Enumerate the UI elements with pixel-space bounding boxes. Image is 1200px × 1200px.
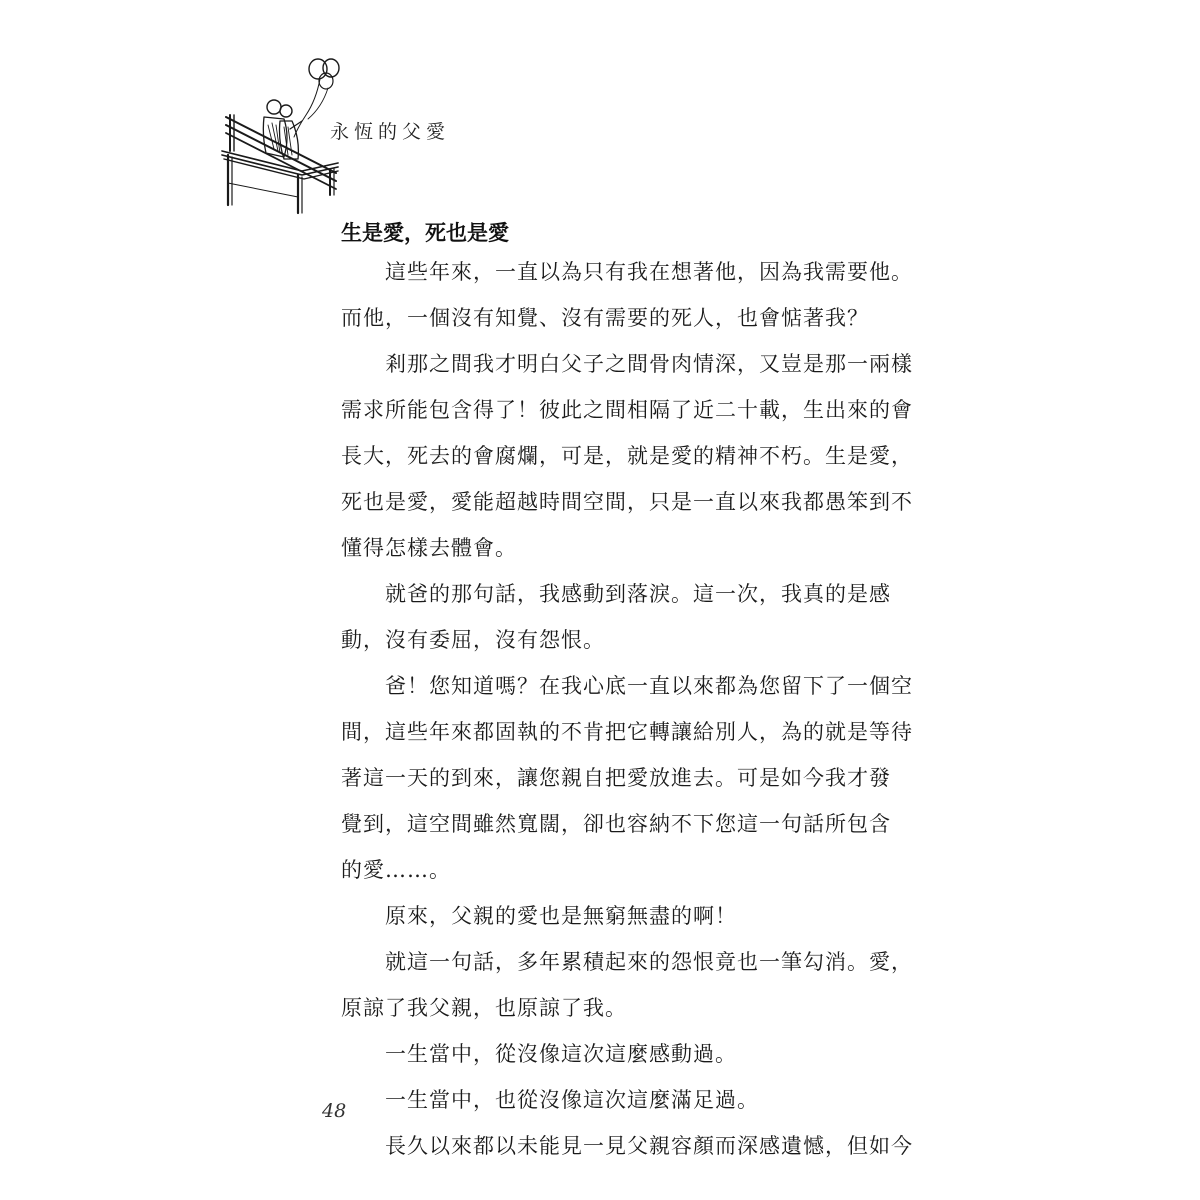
text-line: 長大，死去的會腐爛，可是，就是愛的精神不朽。生是愛， bbox=[341, 444, 913, 468]
text-line: 爸！您知道嗎？在我心底一直以來都為您留下了一個空 bbox=[385, 674, 913, 698]
text-line: 動，沒有委屈，沒有怨恨。 bbox=[341, 628, 605, 652]
text-line: 就這一句話，多年累積起來的怨恨竟也一筆勾消。愛， bbox=[385, 950, 913, 974]
text-line: 原諒了我父親，也原諒了我。 bbox=[341, 996, 627, 1020]
text-line: 原來，父親的愛也是無窮無盡的啊！ bbox=[385, 904, 737, 928]
article-body bbox=[341, 218, 921, 1177]
text-line: 剎那之間我才明白父子之間骨肉情深，又豈是那一兩樣 bbox=[385, 352, 913, 376]
paragraph-lines bbox=[341, 257, 921, 1177]
text-line: 懂得怎樣去體會。 bbox=[341, 536, 517, 560]
text-line: 的愛……。 bbox=[341, 858, 451, 882]
text-line: 覺到，這空間雖然寬闊，卻也容納不下您這一句話所包含 bbox=[341, 812, 891, 836]
text-line: 一生當中，從沒像這次這麼感動過。 bbox=[385, 1042, 737, 1066]
text-line: 著這一天的到來，讓您親自把愛放進去。可是如今我才發 bbox=[341, 766, 891, 790]
text-line: 死也是愛，愛能超越時間空間，只是一直以來我都愚笨到不 bbox=[341, 490, 913, 514]
text-line: 間，這些年來都固執的不肯把它轉讓給別人，為的就是等待 bbox=[341, 720, 913, 744]
text-line: 一生當中，也從沒像這次這麼滿足過。 bbox=[385, 1088, 759, 1112]
text-line: 就爸的那句話，我感動到落淚。這一次，我真的是感 bbox=[385, 582, 891, 606]
text-line: 長久以來都以未能見一見父親容顏而深感遺憾，但如今 bbox=[385, 1134, 913, 1158]
running-title: 永恆的父愛 bbox=[330, 121, 451, 143]
chapter-header bbox=[218, 55, 458, 215]
text-line: 需求所能包含得了！彼此之間相隔了近二十載，生出來的會 bbox=[341, 398, 913, 422]
section-heading: 生是愛，死也是愛 bbox=[341, 221, 509, 245]
page-number: 48 bbox=[322, 1100, 347, 1122]
text-line: 這些年來，一直以為只有我在想著他，因為我需要他。 bbox=[385, 260, 913, 284]
text-line: 而他，一個沒有知覺、沒有需要的死人，也會惦著我？ bbox=[341, 306, 869, 330]
